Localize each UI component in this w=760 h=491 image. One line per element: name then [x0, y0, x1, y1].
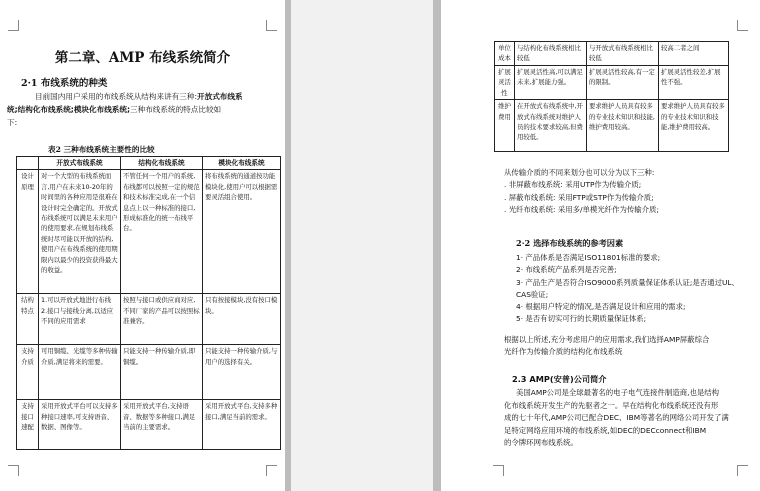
table-cell: 采用开放式平台可以支持多种接口速率,可支持语音、数据、图像等。 [39, 400, 121, 450]
factor-list [516, 252, 752, 326]
paragraph-line: 美国AMP公司是全球最著名的电子电气连接件制造商,也是结构 [516, 388, 720, 397]
list-item: 1· 产品体系是否满足ISO11801标准的要求; [516, 253, 661, 262]
paragraph-line: 成的七十年代,AMP公司已配合DEC、IBM等著名的网络公司开发了满 [504, 413, 729, 423]
section-heading: 2.3 AMP(安普)公司简介 [512, 374, 607, 384]
table-cell: 扩展灵活性高,可以满足未来,扩展能力强。 [515, 66, 587, 100]
paragraph-line: 的令牌环网布线系统。 [504, 438, 578, 448]
list-item: . 屏蔽布线系统: 采用FTP或STP作为传输介质; [504, 192, 654, 202]
table-cell: 采用开放式平台,支持语音、数据等多种接口,满足当前的主要需求。 [121, 400, 203, 450]
comparison-table-continued [494, 41, 729, 152]
table-cell: 只能支持一种传输介质,即铜缆。 [121, 345, 203, 400]
list-item: . 光纤布线系统: 采用多/单模光纤作为传输介质; [504, 204, 659, 214]
table-header [17, 157, 39, 170]
paragraph-line: 足特定网络应用环境的布线系统,如DEC的DECconnect和IBM [504, 425, 707, 435]
table-header: 开放式布线系统 [39, 157, 121, 170]
amp-paragraph [504, 387, 754, 450]
conclusion-line: 光纤作为传输介质的结构化布线系统 [504, 347, 623, 357]
comparison-table [16, 156, 281, 450]
chapter-title: 第二章、AMP 布线系统简介 [54, 50, 231, 66]
list-item: 5· 是否有切实可行的长期质量保证体系; [516, 314, 647, 324]
row-label: 支持接口速配 [17, 400, 39, 450]
table-header: 模块化布线系统 [203, 157, 281, 170]
document-page-left[interactable] [0, 0, 285, 491]
media-list [504, 167, 659, 216]
list-item: 2· 布线系统产品系列是否完善; [516, 265, 617, 275]
intro-bold-text: 统;结构化布线系统;模块化布线系统; [7, 105, 131, 114]
table-cell: 可用铜缆、光缆等多种传输介质,满足将来的需要。 [39, 345, 121, 400]
table-cell: 在开放式布线系统中,开放式布线系统对维护人员的技术要求较高,但费用较低。 [515, 100, 587, 152]
table-row [495, 100, 729, 152]
table-cell: 扩展灵活性较高,有一定的限制。 [587, 66, 659, 100]
table-cell: 只能支持一种传输介质,与用户的选择有关。 [203, 345, 281, 400]
conclusion-paragraph [504, 334, 709, 359]
row-label: 维护费用 [495, 100, 515, 152]
table-cell: 较高二者之间 [659, 42, 729, 66]
table-row [17, 345, 281, 400]
table-cell: 不管任何一个用户的系统,布线都可以按照一定的规范和技术标准完成,在一个信息点上以一种标准的接口,形成标准化的统一布线平台。 [121, 170, 203, 294]
intro-text: 三种布线系统的特点比较如 [130, 105, 222, 114]
intro-paragraph [7, 90, 283, 129]
row-label: 设计原理 [17, 170, 39, 294]
table-row [495, 66, 729, 100]
row-label: 扩展灵活性 [495, 66, 515, 100]
table-row [495, 42, 729, 66]
document-page-right[interactable] [441, 0, 760, 491]
crop-mark [266, 465, 277, 476]
section-heading: 2·1 布线系统的种类 [21, 78, 108, 89]
conclusion-line: 根据以上所述,充分考虑用户的应用需求,我们选择AMP屏蔽综合 [504, 335, 710, 344]
table-row [17, 400, 281, 450]
table-header-row [17, 157, 281, 170]
crop-mark [266, 20, 277, 31]
crop-mark [8, 465, 19, 476]
crop-mark [493, 465, 504, 476]
table-cell: 要求维护人员具有较多的专业技术知识和技能,维护费用较高。 [659, 100, 729, 152]
list-item: 4· 根据用户特定的情况,是否满足设计和应用的需求; [516, 302, 686, 312]
media-intro: 从传输介质的不同来划分也可以分为以下三种: [504, 168, 655, 177]
table-row [17, 294, 281, 345]
intro-text: 下: [7, 118, 18, 127]
crop-mark [8, 20, 19, 31]
table-cell: 要求维护人员具有较多的专业技术知识和技能,维护费用较高。 [587, 100, 659, 152]
table-cell: 采用开放式平台,支持多种接口,满足当前的需求。 [203, 400, 281, 450]
row-label: 单位成本 [495, 42, 515, 66]
table-caption: 表2 三种布线系统主要性的比较 [48, 145, 155, 154]
document-canvas-gap [291, 0, 433, 491]
crop-mark [737, 465, 748, 476]
table-cell: 扩展灵活性较差,扩展性不强。 [659, 66, 729, 100]
row-label: 支持介质 [17, 345, 39, 400]
table-cell: 1.可以开放式地进行布线 2.接口与接线分离,以适应不同的应用需求 [39, 294, 121, 345]
paragraph-line: 化布线系统开发生产的先驱者之一。早在结构化布线系统还没有形 [504, 400, 719, 410]
intro-text: 目前国内用户采用的布线系统从结构来讲有三种: [35, 92, 198, 101]
table-row [17, 170, 281, 294]
section-heading: 2·2 选择布线系统的参考因素 [516, 238, 624, 248]
row-label: 结构特点 [17, 294, 39, 345]
crop-mark [737, 20, 748, 31]
intro-bold-text: 开放式布线系 [197, 92, 243, 101]
list-item: . 非屏蔽布线系统: 采用UTP作为传输介质; [504, 180, 642, 190]
table-cell: 将布线系统的通道按功能模块化,使用户可以根据需要灵活组合使用。 [203, 170, 281, 294]
table-header: 结构化布线系统 [121, 157, 203, 170]
table-cell: 与结构化布线系统相比较低 [515, 42, 587, 66]
table-cell: 按照与接口或供应商对应,不同厂家的产品可以按照标准兼容。 [121, 294, 203, 345]
table-cell: 对一个大型的布线系统而言,用户在未来10-20年的时间里的各种应用是很难在设计时完全确定的。开放式布线系统可以满足未来用户的使用要求,在规划布线系统时尽可能以开放的结构,使用户在布线系统的使用期限内以最少的投资获得最大的收益。 [39, 170, 121, 294]
table-cell: 只有按接模块,没有按口模块。 [203, 294, 281, 345]
table-cell: 与开放式布线系统相比较低 [587, 42, 659, 66]
page-gap [433, 0, 441, 491]
list-item: 3· 产品生产是否符合ISO9000系列质量保证体系认证;是否通过UL、CAS验证; [516, 277, 739, 299]
